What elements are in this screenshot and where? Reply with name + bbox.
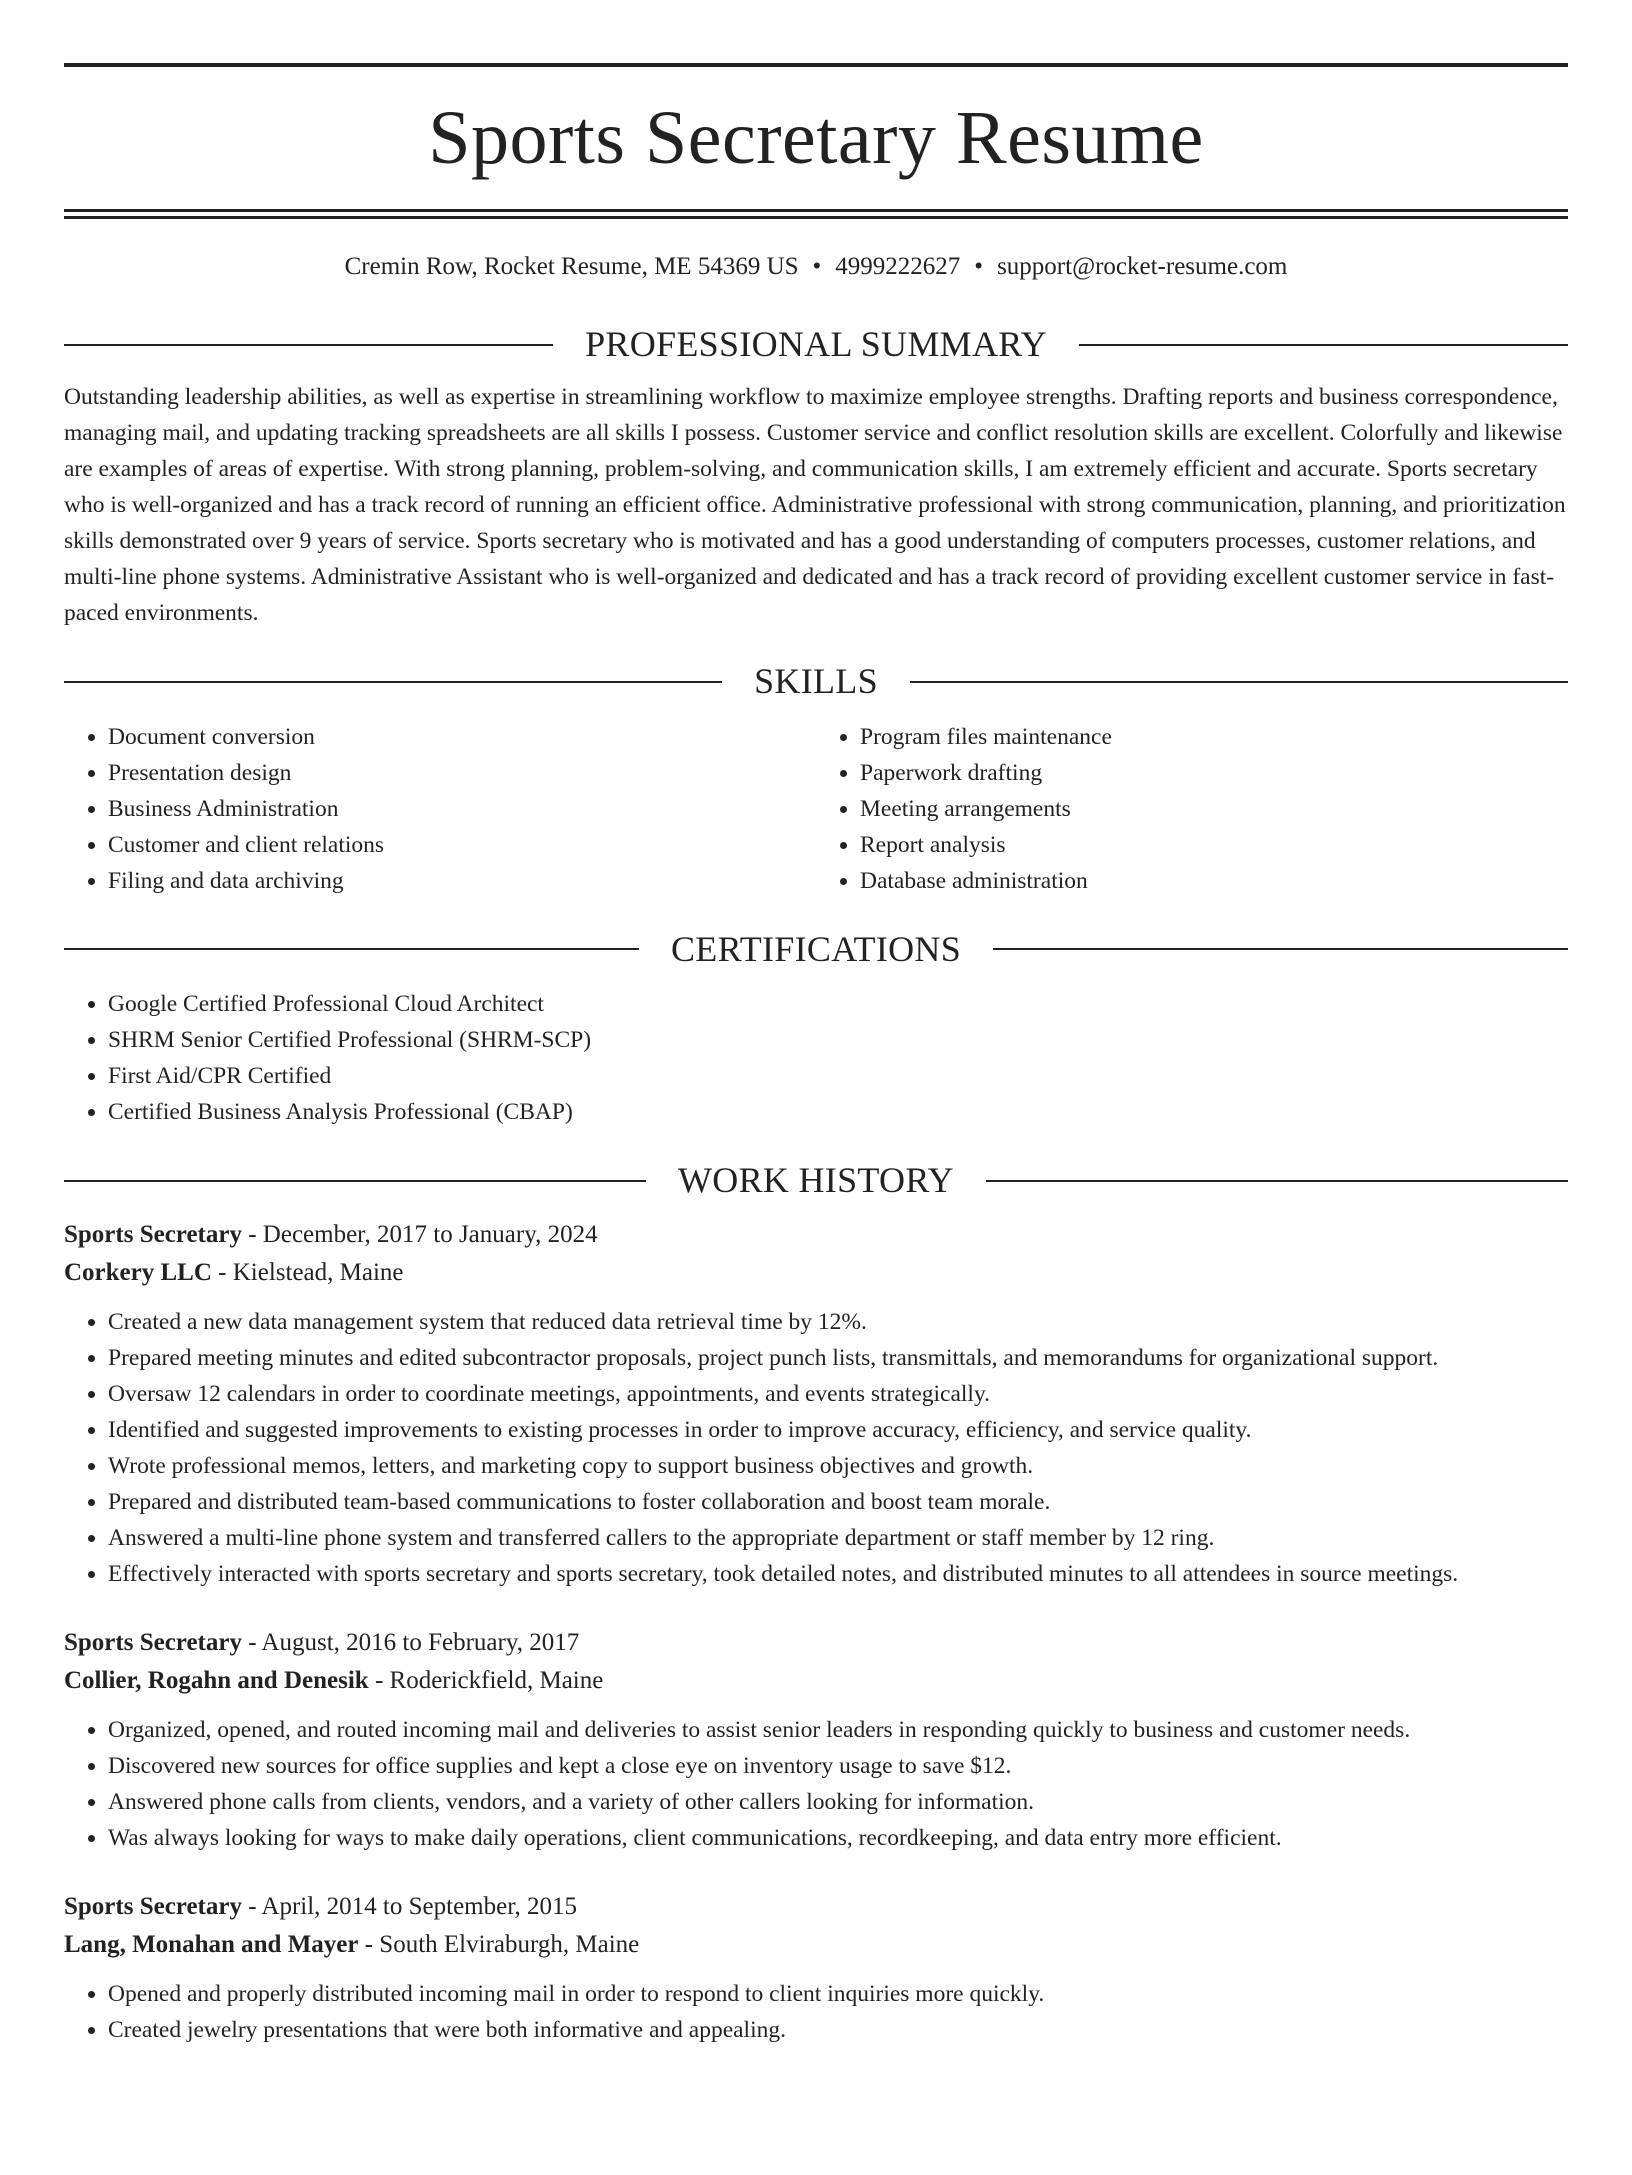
summary-section-header — [64, 324, 1568, 365]
skill-item: • Filing and data archiving — [108, 863, 816, 899]
section-rule — [64, 1180, 646, 1182]
certification-item: • Certified Business Analysis Professional (CBAP) — [108, 1094, 1568, 1130]
job-entry — [64, 1888, 1568, 2048]
skills-list-left — [64, 719, 816, 899]
certification-item: • First Aid/CPR Certified — [108, 1058, 1568, 1094]
job-company-line — [64, 1254, 1568, 1292]
job-title-line — [64, 1888, 1568, 1926]
job-entry — [64, 1216, 1568, 1592]
skills-section-header — [64, 661, 1568, 702]
skill-item: • Meeting arrangements — [860, 791, 1568, 827]
job-company-line — [64, 1662, 1568, 1700]
certifications-list — [64, 986, 1568, 1130]
section-rule — [64, 681, 722, 683]
job-location: - Roderickfield, Maine — [368, 1666, 604, 1694]
section-rule — [64, 344, 553, 346]
job-dates: - April, 2014 to September, 2015 — [241, 1892, 578, 1920]
contact-phone: 4999222627 — [835, 253, 961, 280]
contact-email: support@rocket-resume.com — [997, 253, 1288, 280]
title-double-rule — [64, 209, 1568, 219]
job-title: Sports Secretary — [64, 1220, 242, 1248]
resume-page — [0, 63, 1632, 2175]
contact-line — [64, 252, 1568, 282]
skills-columns — [64, 719, 1568, 899]
certification-item: • Google Certified Professional Cloud Architect — [108, 986, 1568, 1022]
job-company-line — [64, 1926, 1568, 1964]
job-dates: - August, 2016 to February, 2017 — [241, 1628, 580, 1656]
section-rule — [986, 1180, 1568, 1182]
contact-separator: • — [974, 253, 984, 280]
job-title-line — [64, 1624, 1568, 1662]
job-dates: - December, 2017 to January, 2024 — [241, 1220, 598, 1248]
skill-item: • Report analysis — [860, 827, 1568, 863]
job-bullet: • Opened and properly distributed incoming mail in order to respond to client inquiries more quickly. — [108, 1976, 1568, 2012]
job-bullets — [64, 1976, 1568, 2048]
skill-item: • Document conversion — [108, 719, 816, 755]
job-bullet: • Oversaw 12 calendars in order to coordinate meetings, appointments, and events strategically. — [108, 1376, 1568, 1412]
resume-title: Sports Secretary Resume — [428, 96, 1204, 180]
job-bullet: • Was always looking for ways to make daily operations, client communications, recordkeeping, and data entry more efficient. — [108, 1820, 1568, 1856]
job-bullet: • Answered a multi-line phone system and transferred callers to the appropriate department or staff member by 12 ring. — [108, 1520, 1568, 1556]
certifications-section-header — [64, 929, 1568, 970]
work-heading: WORK HISTORY — [678, 1160, 954, 1201]
skill-item: • Database administration — [860, 863, 1568, 899]
section-rule — [1079, 344, 1568, 346]
section-rule — [993, 948, 1568, 950]
section-rule — [64, 948, 639, 950]
skill-item: • Presentation design — [108, 755, 816, 791]
summary-text: Outstanding leadership abilities, as well as expertise in streamlining workflow to maximize employee strengths. Drafting reports and business correspondence, managing mail, and updating tracking spreadsheets are all skills I possess. Customer service and conflict resolution skills are excellent. Colorfully and likewise are examples of areas of expertise. With strong planning, problem-solving, and communication skills, I am extremely efficient and accurate. Sports secretary who is well-organized and has a track record of running an efficient office. Administrative professional with strong communication, planning, and prioritization skills demonstrated over 9 years of service. Sports secretary who is motivated and has a good understanding of computers processes, customer relations, and multi-line phone systems. Administrative Assistant who is well-organized and dedicated and has a track record of providing excellent customer service in fast-paced environments. — [64, 384, 1566, 627]
job-bullet: • Effectively interacted with sports secretary and sports secretary, took detailed notes, and distributed minutes to all attendees in source meetings. — [108, 1556, 1568, 1592]
job-title: Sports Secretary — [64, 1892, 242, 1920]
job-bullet: • Answered phone calls from clients, vendors, and a variety of other callers looking for information. — [108, 1784, 1568, 1820]
section-rule — [910, 681, 1568, 683]
skill-item: • Business Administration — [108, 791, 816, 827]
job-company: Corkery LLC — [64, 1258, 212, 1286]
job-title: Sports Secretary — [64, 1628, 242, 1656]
contact-address: Cremin Row, Rocket Resume, ME 54369 US — [344, 253, 799, 280]
certifications-heading: CERTIFICATIONS — [670, 928, 962, 969]
certification-item: • SHRM Senior Certified Professional (SHRM-SCP) — [108, 1022, 1568, 1058]
job-location: - Kielstead, Maine — [211, 1258, 404, 1286]
skills-heading: SKILLS — [754, 661, 878, 702]
job-bullet: • Organized, opened, and routed incoming mail and deliveries to assist senior leaders in responding quickly to business and customer needs. — [108, 1712, 1568, 1748]
skill-item: • Customer and client relations — [108, 827, 816, 863]
contact-separator: • — [812, 253, 822, 280]
job-bullet: • Created jewelry presentations that were both informative and appealing. — [108, 2012, 1568, 2048]
job-company: Lang, Monahan and Mayer — [64, 1930, 359, 1958]
skills-list-right — [816, 719, 1568, 899]
top-rule — [64, 63, 1568, 67]
job-bullet: • Prepared and distributed team-based communications to foster collaboration and boost team morale. — [108, 1484, 1568, 1520]
skill-item: • Program files maintenance — [860, 719, 1568, 755]
job-bullet: • Discovered new sources for office supplies and kept a close eye on inventory usage to save $12. — [108, 1748, 1568, 1784]
job-bullet: • Identified and suggested improvements to existing processes in order to improve accuracy, efficiency, and service quality. — [108, 1412, 1568, 1448]
summary-heading: PROFESSIONAL SUMMARY — [585, 324, 1047, 364]
job-bullets — [64, 1304, 1568, 1592]
job-company: Collier, Rogahn and Denesik — [64, 1666, 369, 1694]
job-bullets — [64, 1712, 1568, 1856]
job-bullet: • Wrote professional memos, letters, and marketing copy to support business objectives and growth. — [108, 1448, 1568, 1484]
job-location: - South Elviraburgh, Maine — [358, 1930, 640, 1958]
job-bullet: • Created a new data management system that reduced data retrieval time by 12%. — [108, 1304, 1568, 1340]
job-entry — [64, 1624, 1568, 1856]
skill-item: • Paperwork drafting — [860, 755, 1568, 791]
job-title-line — [64, 1216, 1568, 1254]
job-bullet: • Prepared meeting minutes and edited subcontractor proposals, project punch lists, transmittals, and memorandums for organizational support. — [108, 1340, 1568, 1376]
work-section-header — [64, 1160, 1568, 1201]
